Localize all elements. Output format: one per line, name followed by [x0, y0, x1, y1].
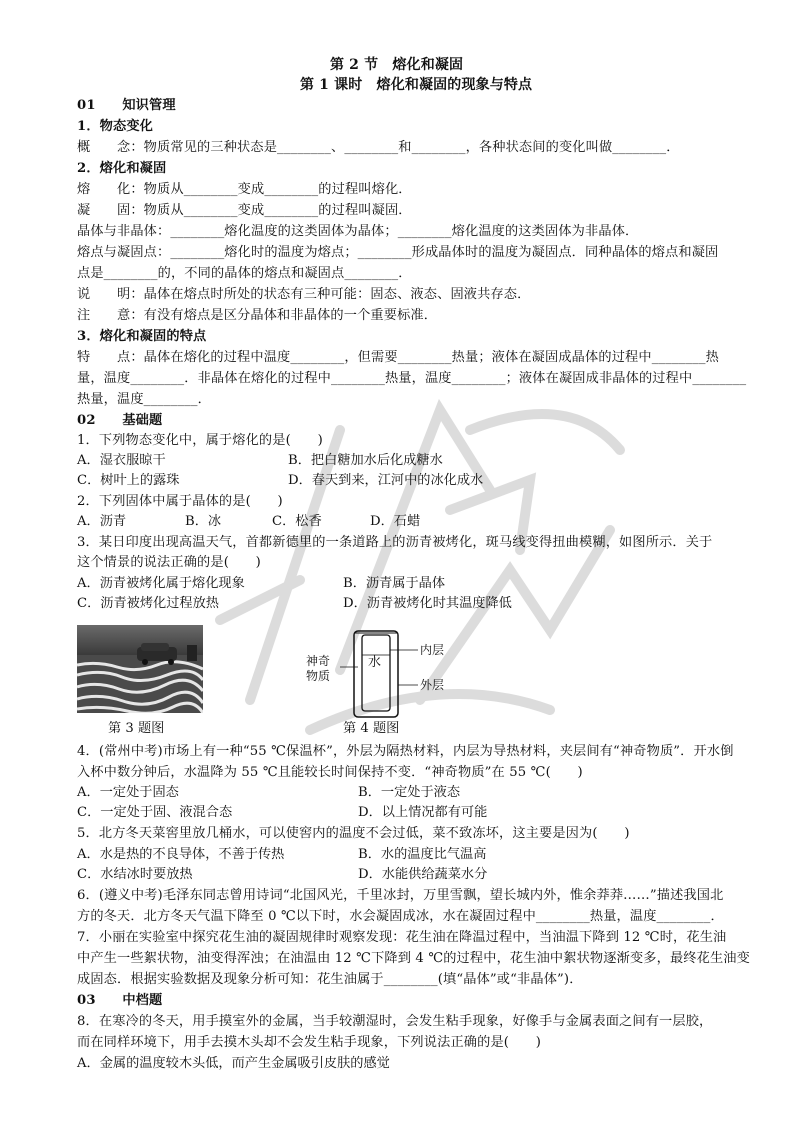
q2-option-d: D．石蜡 [370, 514, 421, 529]
q2-option-c: C．松香 [272, 514, 322, 529]
knowledge-line: 特 点：晶体在熔化的过程中温度________，但需要________热量；液体在凝固成晶体的过程中________热 [77, 350, 719, 365]
knowledge-line: 1．物态变化 [77, 119, 154, 134]
knowledge-line: 熔 化：物质从________变成________的过程叫熔化． [77, 182, 412, 197]
q7-stem-line2: 中产生一些絮状物，油变得浑浊；在油温由 12 ℃下降到 4 ℃的过程中，花生油中絮状物逐渐变多，最终花生油变 [77, 951, 750, 966]
knowledge-line: 概 念：物质常见的三种状态是________、________和________，各种状态间的变化叫做________． [77, 140, 680, 155]
part02-heading: 02 基础题 [77, 413, 163, 428]
q4-option-c: C．一定处于固、液混合态 [77, 805, 233, 820]
q3-option-d: D．沥青被烤化时其温度降低 [343, 596, 512, 611]
q2-stem: 2．下列固体中属于晶体的是( ) [77, 494, 283, 509]
q5-option-c: C．水结冰时要放热 [77, 867, 193, 882]
q2-option-b: B．冰 [185, 514, 222, 529]
q5-option-a: A．水是热的不良导体，不善于传热 [77, 847, 285, 862]
q4-option-a: A．一定处于固态 [77, 785, 179, 800]
q5-option-d: D．水能供给蔬菜水分 [358, 867, 488, 882]
fig4-caption: 第 4 题图 [343, 721, 400, 736]
q4-option-b: B．一定处于液态 [358, 785, 461, 800]
fig4-label-outer: 外层 [420, 678, 445, 692]
q1-option-b: B．把白糖加水后化成糖水 [288, 453, 443, 468]
q1-option-c: C．树叶上的露珠 [77, 473, 180, 488]
part03-heading: 03 中档题 [77, 993, 163, 1008]
q3-stem-line1: 3．某日印度出现高温天气，首都新德里的一条道路上的沥青被烤化，斑马线变得扭曲模糊，如图所示．关于 [77, 535, 713, 550]
q3-option-c: C．沥青被烤化过程放热 [77, 596, 219, 611]
q8-stem-line2: 而在同样环境下，用手去摸木头却不会发生粘手现象，下列说法正确的是( ) [77, 1035, 542, 1050]
q2-option-a: A．沥青 [77, 514, 127, 529]
lesson-title: 第 1 课时 熔化和凝固的现象与特点 [300, 77, 533, 93]
q7-stem-line1: 7．小丽在实验室中探究花生油的凝固规律时观察发现：花生油在降温过程中，当油温下降到 12 ℃时，花生油 [77, 930, 727, 945]
q8-stem-line1: 8．在寒冷的冬天，用手摸室外的金属，当手较潮湿时，会发生粘手现象，好像手与金属表面之间有一层胶， [77, 1014, 713, 1029]
knowledge-line: 说 明：晶体在熔点时所处的状态有三种可能：固态、液态、固液共存态． [77, 287, 531, 302]
fig4-label-material: 神奇物质 [306, 654, 331, 683]
part01-heading: 01 知识管理 [77, 98, 176, 113]
q1-option-a: A．湿衣服晾干 [77, 453, 166, 468]
section-title: 第 2 节 熔化和凝固 [330, 57, 464, 73]
q1-option-d: D．春天到来，江河中的冰化成水 [288, 473, 484, 488]
fig4-label-inner: 内层 [420, 643, 445, 657]
knowledge-line: 熔点与凝固点：________熔化时的温度为熔点；________形成晶体时的温度为凝固点．同种晶体的熔点和凝固 [77, 245, 719, 260]
knowledge-line: 量，温度________．非晶体在熔化的过程中________热量，温度________；液体在凝固成非晶体的过程中________ [77, 371, 747, 386]
q5-stem: 5．北方冬天菜窖里放几桶水，可以使窖内的温度不会过低，菜不致冻坏，这主要是因为( ) [77, 826, 630, 841]
q7-stem-line3: 成固态．根据实验数据及现象分析可知：花生油属于________(填“晶体”或“非晶体”)． [77, 972, 583, 987]
knowledge-line: 注 意：有没有熔点是区分晶体和非晶体的一个重要标准． [77, 308, 438, 323]
knowledge-line: 2．熔化和凝固 [77, 161, 167, 176]
knowledge-line: 3．熔化和凝固的特点 [77, 329, 207, 344]
q3-stem-line2: 这个情景的说法正确的是( ) [77, 555, 261, 570]
q4-stem-line1: 4．(常州中考)市场上有一种“55 ℃保温杯”，外层为隔热材料，内层为导热材料，夹层间有“神奇物质”．开水倒 [77, 744, 734, 759]
q5-option-b: B．水的温度比气温高 [358, 847, 487, 862]
fig3-caption: 第 3 题图 [108, 721, 165, 736]
q1-stem: 1．下列物态变化中，属于熔化的是( ) [77, 433, 323, 448]
knowledge-line: 热量，温度________． [77, 392, 211, 407]
knowledge-line: 晶体与非晶体：________熔化温度的这类固体为晶体；________熔化温度的这类固体为非晶体． [77, 224, 639, 239]
q6-stem-line2: 方的冬天．北方冬天气温下降至 0 ℃以下时，水会凝固成冰，水在凝固过程中________热量，温度________． [77, 909, 724, 924]
q6-stem-line1: 6．(遵义中考)毛泽东同志曾用诗词“北国风光，千里冰封，万里雪飘，望长城内外，惟余莽莽……”描述我国北 [77, 888, 724, 903]
knowledge-line: 凝 固：物质从________变成________的过程叫凝固． [77, 203, 412, 218]
knowledge-line: 点是________的，不同的晶体的熔点和凝固点________． [77, 266, 412, 281]
q4-option-d: D．以上情况都有可能 [358, 805, 488, 820]
q3-option-a: A．沥青被烤化属于熔化现象 [77, 576, 245, 591]
road-photo-figure [77, 625, 203, 713]
q8-option-a: A．金属的温度较木头低，而产生金属吸引皮肤的感觉 [77, 1056, 390, 1071]
fig4-label-water: 水 [368, 655, 382, 670]
q4-stem-line2: 入杯中数分钟后，水温降为 55 ℃且能较长时间保持不变．“神奇物质”在 55 ℃( ) [77, 765, 583, 780]
q3-option-b: B．沥青属于晶体 [343, 576, 446, 591]
